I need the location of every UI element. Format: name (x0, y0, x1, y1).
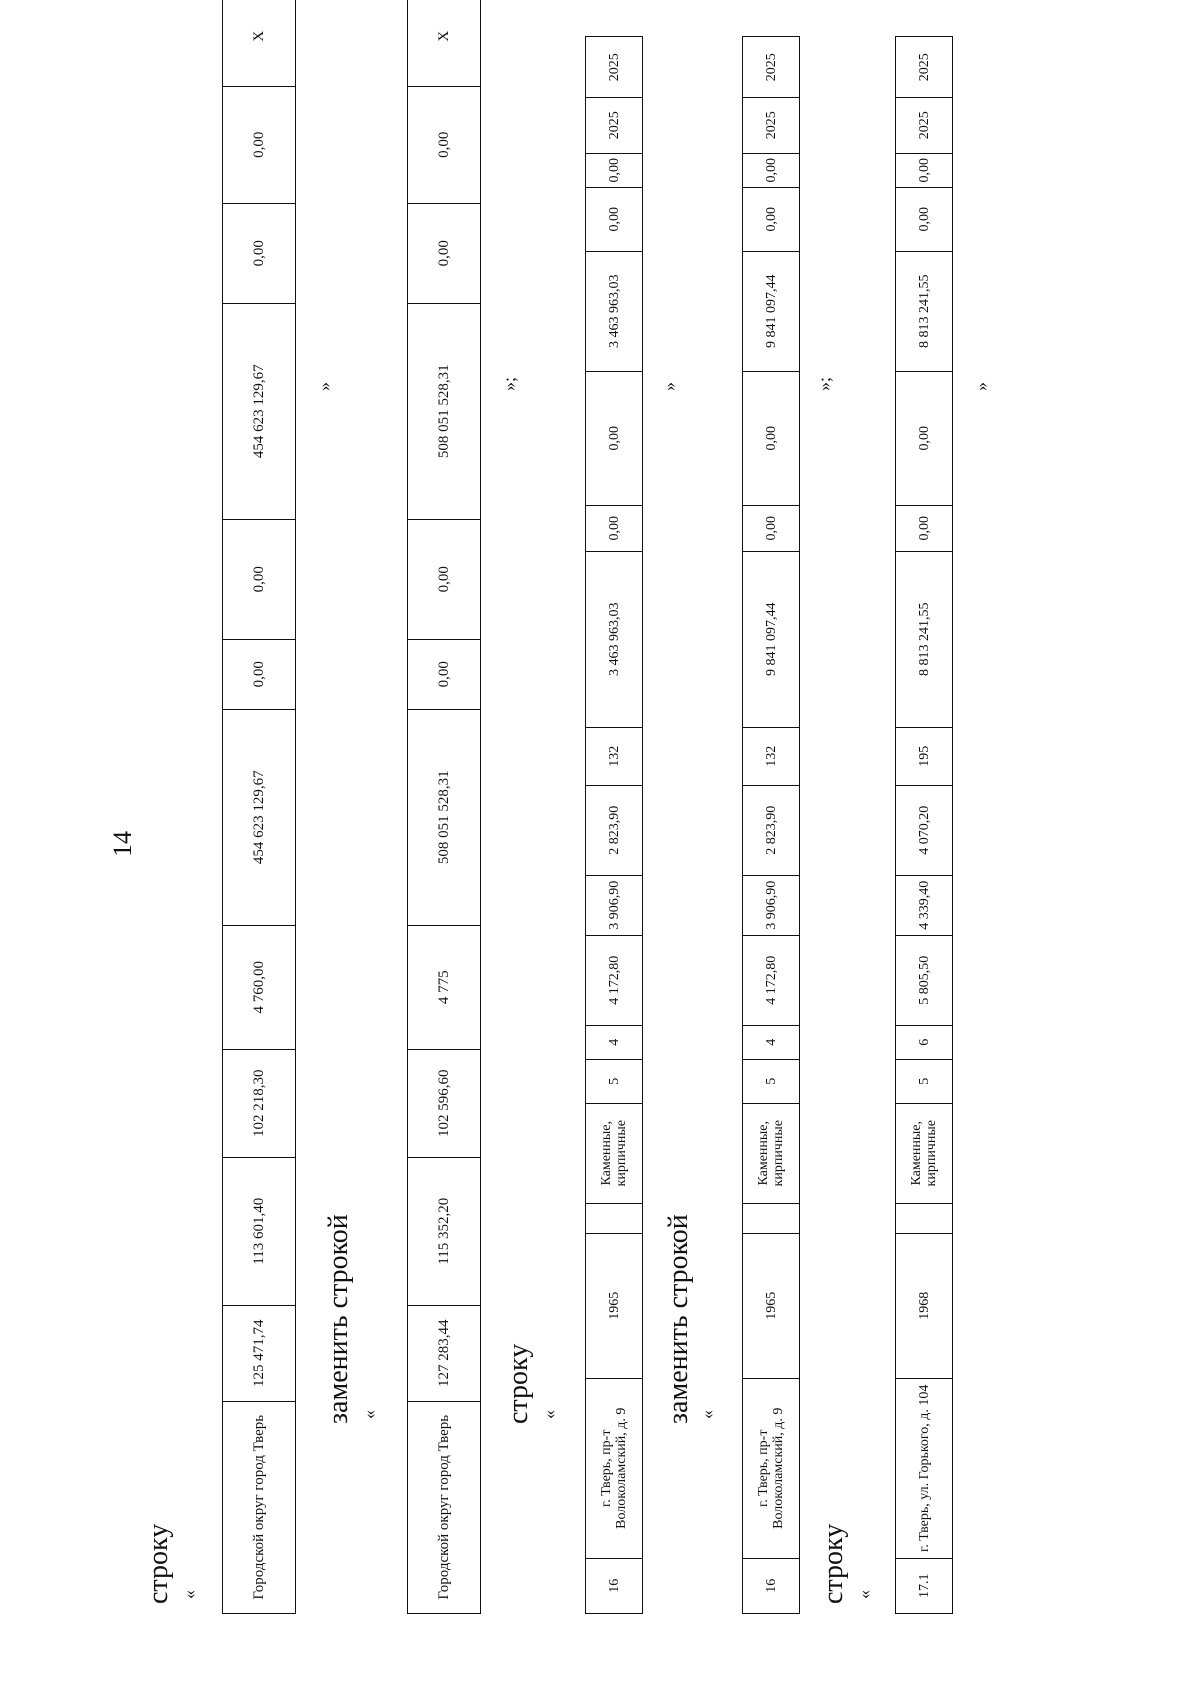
table-cell: 132 (742, 727, 800, 787)
section-caption: строку (818, 1523, 849, 1604)
table-cell: Каменные, кирпичные (742, 1103, 800, 1205)
open-quote: « (179, 1590, 199, 1599)
table-cell: 4 172,80 (585, 935, 643, 1027)
table-cell: 0,00 (222, 519, 296, 641)
table-cell: 4 (585, 1025, 643, 1061)
table-cell: 125 471,74 (222, 1305, 296, 1403)
table-cell: 0,00 (742, 371, 800, 507)
table-cell: 102 596,60 (407, 1049, 481, 1159)
section-caption: строку (503, 1343, 534, 1424)
table-cell: 115 352,20 (407, 1157, 481, 1307)
table-cell: 8 813 241,55 (895, 551, 953, 729)
table-cell: 5 (895, 1059, 953, 1105)
table-cell: 454 623 129,67 (222, 709, 296, 927)
close-quote: » (971, 382, 991, 391)
table-cell: 2025 (585, 97, 643, 155)
table-cell: 5 805,50 (895, 935, 953, 1027)
table-cell: 4 339,40 (895, 875, 953, 937)
close-quote: » (659, 382, 679, 391)
table-cell: X (407, 0, 481, 87)
section-caption: заменить строкой (663, 1214, 694, 1424)
table-cell: 0,00 (222, 86, 296, 205)
table-cell: X (222, 0, 296, 87)
table-cell: 3 463 963,03 (585, 251, 643, 373)
table-cell: 3 463 963,03 (585, 551, 643, 729)
table-cell (895, 1203, 953, 1235)
table-cell: 8 813 241,55 (895, 251, 953, 373)
page-number: 14 (108, 831, 137, 857)
table-cell: 5 (742, 1059, 800, 1105)
section-caption: заменить строкой (323, 1214, 354, 1424)
table-cell: 0,00 (585, 187, 643, 253)
table-cell: 9 841 097,44 (742, 551, 800, 729)
table-cell (742, 1203, 800, 1235)
table-cell: 0,00 (222, 203, 296, 305)
table-cell: 0,00 (895, 371, 953, 507)
section-caption: строку (143, 1523, 174, 1604)
table-cell: 16 (585, 1558, 643, 1615)
table-cell: 0,00 (407, 203, 481, 305)
table-cell: 0,00 (585, 371, 643, 507)
table-cell: 0,00 (742, 153, 800, 189)
table-cell: 113 601,40 (222, 1157, 296, 1307)
open-quote: « (359, 1410, 379, 1419)
table-cell (585, 1203, 643, 1235)
table-cell: 2025 (742, 97, 800, 155)
table-cell: 132 (585, 727, 643, 787)
table-cell: 5 (585, 1059, 643, 1105)
close-quote: »; (499, 376, 519, 391)
table-cell: 195 (895, 727, 953, 787)
open-quote: « (697, 1410, 717, 1419)
table-cell: 2 823,90 (585, 785, 643, 877)
table-cell: 3 906,90 (742, 875, 800, 937)
table-cell: 0,00 (742, 187, 800, 253)
table-cell: 127 283,44 (407, 1305, 481, 1403)
table-cell: 508 051 528,31 (407, 303, 481, 521)
close-quote: » (314, 382, 334, 391)
table-cell: 2025 (742, 37, 800, 99)
table-cell: 0,00 (895, 505, 953, 553)
table-cell: 0,00 (895, 187, 953, 253)
table-cell: 2025 (895, 97, 953, 155)
table-cell: 0,00 (407, 86, 481, 205)
table-cell: г. Тверь, ул. Горького, д. 104 (895, 1378, 953, 1560)
table-cell: 0,00 (585, 505, 643, 553)
table-cell: Городской округ город Тверь (407, 1401, 481, 1615)
table-cell: 4 775 (407, 925, 481, 1051)
table-cell: Каменные, кирпичные (585, 1103, 643, 1205)
table-cell: 0,00 (742, 505, 800, 553)
table-cell: 16 (742, 1558, 800, 1615)
table-cell: 2 823,90 (742, 785, 800, 877)
table-cell: г. Тверь, пр-т Волоколамский, д. 9 (742, 1378, 800, 1560)
table-cell: 0,00 (407, 639, 481, 711)
table-cell: 508 051 528,31 (407, 709, 481, 927)
table-cell: 2025 (585, 37, 643, 99)
close-quote: »; (814, 376, 834, 391)
table-cell: 4 070,20 (895, 785, 953, 877)
table-cell: г. Тверь, пр-т Волоколамский, д. 9 (585, 1378, 643, 1560)
table-cell: 0,00 (407, 519, 481, 641)
table-cell: 0,00 (222, 639, 296, 711)
table-cell: 1965 (585, 1233, 643, 1380)
open-quote: « (539, 1410, 559, 1419)
table-cell: 9 841 097,44 (742, 251, 800, 373)
table-cell: 1965 (742, 1233, 800, 1380)
table-cell: 17.1 (895, 1558, 953, 1615)
table-cell: 0,00 (585, 153, 643, 189)
table-cell: Городской округ город Тверь (222, 1401, 296, 1615)
open-quote: « (854, 1590, 874, 1599)
table-cell: 102 218,30 (222, 1049, 296, 1159)
table-cell: 2025 (895, 37, 953, 99)
table-cell: 454 623 129,67 (222, 303, 296, 521)
table-cell: 6 (895, 1025, 953, 1061)
table-cell: 1968 (895, 1233, 953, 1380)
table-cell: 4 (742, 1025, 800, 1061)
table-cell: Каменные, кирпичные (895, 1103, 953, 1205)
table-cell: 3 906,90 (585, 875, 643, 937)
table-cell: 0,00 (895, 153, 953, 189)
table-cell: 4 760,00 (222, 925, 296, 1051)
table-cell: 4 172,80 (742, 935, 800, 1027)
